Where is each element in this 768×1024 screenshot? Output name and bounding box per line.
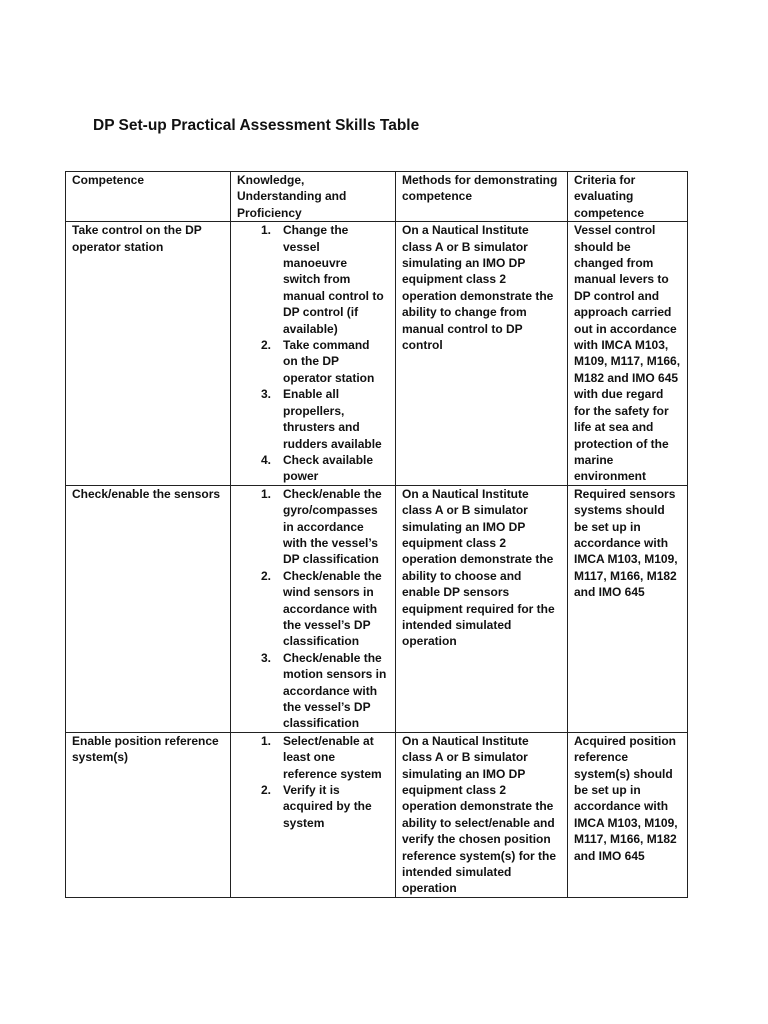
table-row — [66, 222, 688, 486]
table-header — [66, 172, 688, 222]
document-title: DP Set-up Practical Assessment Skills Table — [93, 117, 420, 134]
competence-cell: Take control on the DP operator station — [66, 222, 231, 486]
header-competence: Competence — [66, 172, 231, 222]
list-item — [237, 733, 387, 782]
table-row — [66, 732, 688, 897]
list-number: 1. — [261, 223, 272, 238]
list-item — [237, 782, 387, 831]
list-number: 2. — [261, 783, 272, 798]
competence-cell: Check/enable the sensors — [66, 485, 231, 732]
competence-cell: Enable position reference system(s) — [66, 732, 231, 897]
list-text: Change the vessel manoeuvre switch from manual control to DP control (if available) — [283, 223, 384, 336]
list-text: Verify it is acquired by the system — [283, 783, 372, 830]
list-item — [237, 568, 387, 650]
list-number: 3. — [261, 650, 272, 665]
list-text: Take command on the DP operator station — [283, 338, 375, 385]
list-text: Check/enable the motion sensors in accordance with the vessel’s DP classification — [283, 650, 387, 731]
list-number: 2. — [261, 568, 272, 583]
knowledge-list — [237, 486, 389, 732]
list-item — [237, 452, 387, 485]
header-knowledge: Knowledge, Understanding and Proficiency — [231, 172, 396, 222]
list-text: Check/enable the gyro/compasses in accordance with the vessel’s DP classification — [283, 486, 382, 567]
list-number: 3. — [261, 387, 272, 402]
skills-table — [65, 171, 688, 898]
criteria-cell: Required sensors systems should be set up in accordance with IMCA M103, M109, M117, M166, M182 and IMO 645 — [568, 485, 688, 732]
list-number: 4. — [261, 452, 272, 467]
knowledge-cell — [231, 732, 396, 897]
knowledge-list — [237, 222, 389, 485]
list-text: Select/enable at least one reference system — [283, 733, 382, 781]
methods-cell: On a Nautical Institute class A or B simulator simulating an IMO DP equipment class 2 operation demonstrate the ability to select/enable and verify the chosen position reference system(s) for the intended simulated operation — [396, 732, 568, 897]
methods-cell: On a Nautical Institute class A or B simulator simulating an IMO DP equipment class 2 operation demonstrate the ability to change from manual control to DP control — [396, 222, 568, 486]
list-text: Enable all propellers, thrusters and rudders available — [283, 387, 382, 451]
list-item — [237, 386, 387, 452]
methods-cell: On a Nautical Institute class A or B simulator simulating an IMO DP equipment class 2 operation demonstrate the ability to choose and enable DP sensors equipment required for the intended simulated operation — [396, 485, 568, 732]
header-methods: Methods for demonstrating competence — [396, 172, 568, 222]
list-number: 2. — [261, 338, 272, 353]
list-item — [237, 486, 387, 568]
list-item — [237, 337, 387, 386]
header-row — [66, 172, 688, 222]
criteria-cell: Vessel control should be changed from manual levers to DP control and approach carried out in accordance with IMCA M103, M109, M117, M166, M182 and IMO 645 with due regard for the safety for life at sea and protection of the marine environment — [568, 222, 688, 486]
knowledge-cell — [231, 222, 396, 486]
list-number: 1. — [261, 486, 272, 501]
knowledge-list — [237, 733, 389, 831]
list-item — [237, 650, 387, 732]
header-criteria: Criteria for evaluating competence — [568, 172, 688, 222]
list-item — [237, 222, 387, 337]
list-text: Check available power — [283, 452, 374, 484]
list-number: 1. — [261, 733, 272, 748]
list-text: Check/enable the wind sensors in accordance with the vessel’s DP classification — [283, 568, 382, 649]
table-row — [66, 485, 688, 732]
knowledge-cell — [231, 485, 396, 732]
criteria-cell: Acquired position reference system(s) should be set up in accordance with IMCA M103, M109, M117, M166, M182 and IMO 645 — [568, 732, 688, 897]
